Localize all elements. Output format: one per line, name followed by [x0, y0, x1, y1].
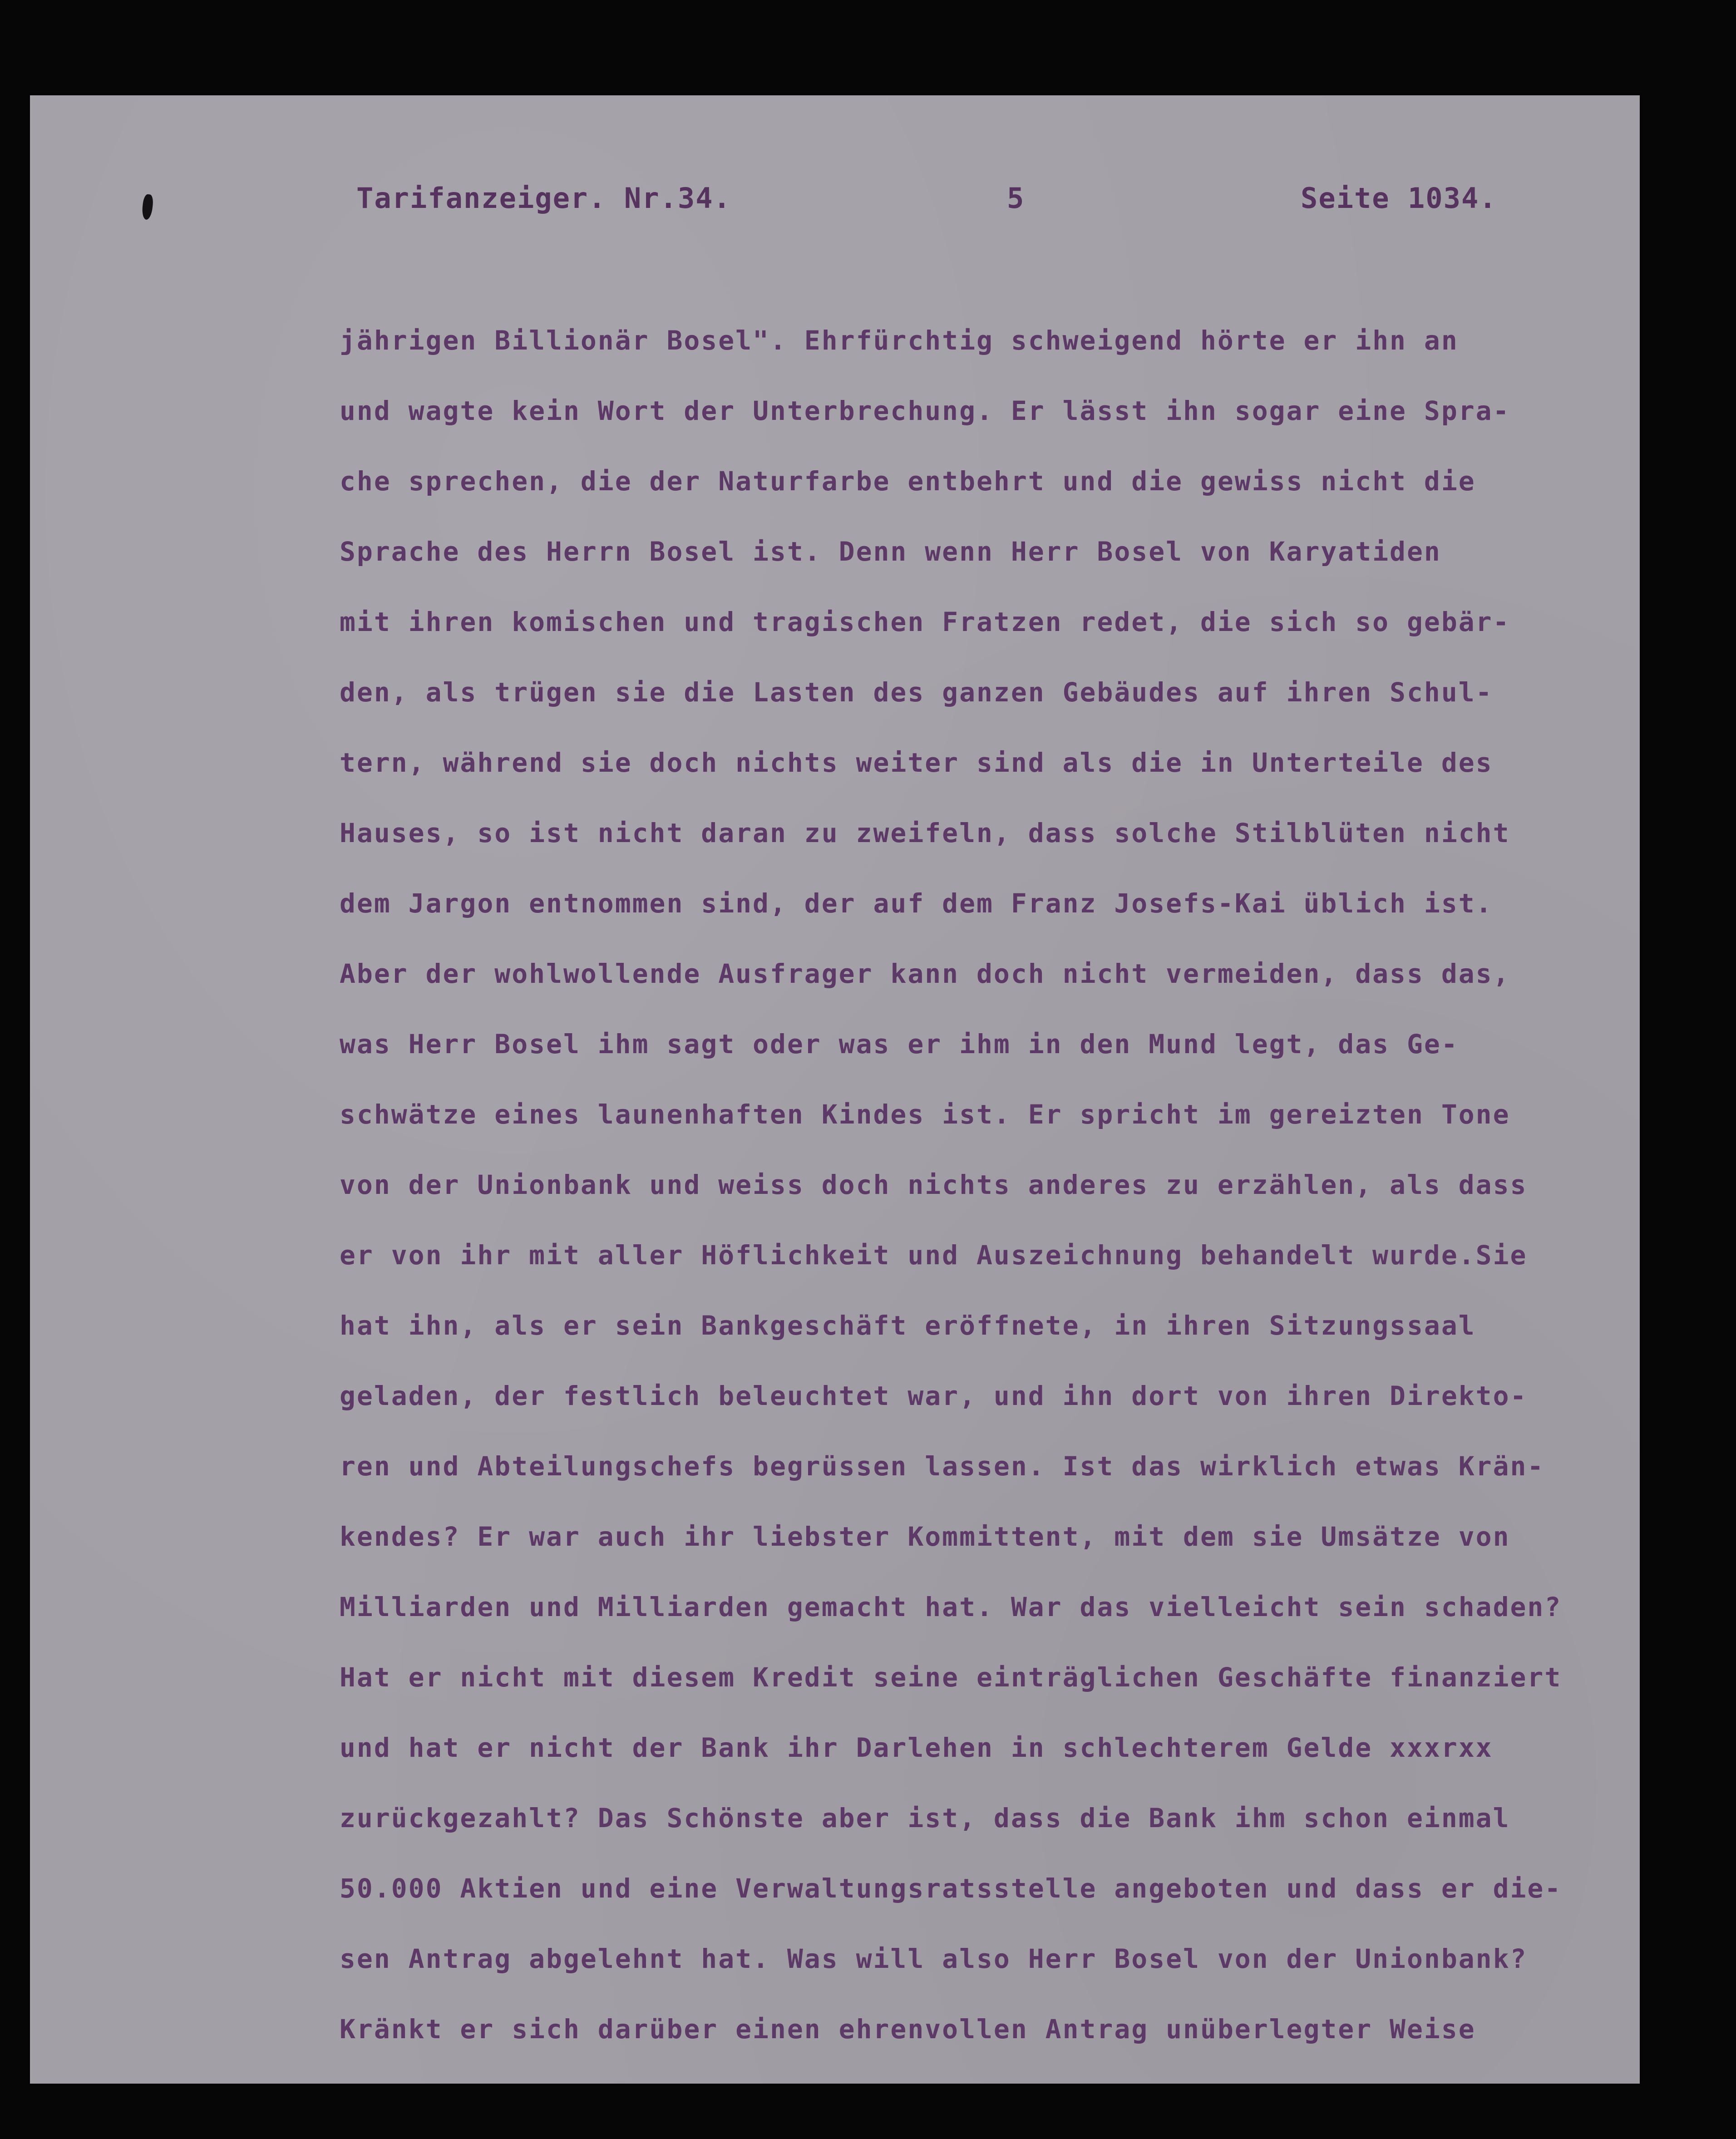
text-line: was Herr Bosel ihm sagt oder was er ihm in den Mund legt, das Ge-: [340, 1029, 1459, 1060]
text-line: Hauses, so ist nicht daran zu zweifeln, dass solche Stilblüten nicht: [340, 818, 1510, 848]
text-line: jährigen Billionär Bosel". Ehrfürchtig schweigend hörte er ihn an: [340, 325, 1459, 356]
text-line: sen Antrag abgelehnt hat. Was will also Herr Bosel von der Unionbank?: [340, 1943, 1528, 1974]
header-page-number: Seite 1034.: [1301, 182, 1497, 215]
text-line: Sprache des Herrn Bosel ist. Denn wenn Herr Bosel von Karyatiden: [340, 536, 1441, 567]
text-line: Milliarden und Milliarden gemacht hat. War das vielleicht sein schaden?: [340, 1592, 1562, 1622]
text-line: geladen, der festlich beleuchtet war, und ihn dort von ihren Direkto-: [340, 1380, 1528, 1411]
text-line: und wagte kein Wort der Unterbrechung. Er lässt ihn sogar eine Spra-: [340, 395, 1510, 426]
header-sheet-number: 5: [1007, 182, 1025, 215]
page-header: [0, 182, 1736, 222]
text-line: kendes? Er war auch ihr liebster Kommittent, mit dem sie Umsätze von: [340, 1521, 1510, 1552]
text-line: zurückgezahlt? Das Schönste aber ist, dass die Bank ihm schon einmal: [340, 1803, 1510, 1833]
text-line: tern, während sie doch nichts weiter sind als die in Unterteile des: [340, 747, 1493, 778]
text-line: schwätze eines launenhaften Kindes ist. Er spricht im gereizten Tone: [340, 1099, 1510, 1130]
text-line: er von ihr mit aller Höflichkeit und Auszeichnung behandelt wurde.Sie: [340, 1240, 1528, 1271]
text-line: mit ihren komischen und tragischen Fratzen redet, die sich so gebär-: [340, 606, 1510, 637]
body-text: [340, 318, 1638, 2077]
text-line: von der Unionbank und weiss doch nichts anderes zu erzählen, als dass: [340, 1169, 1528, 1200]
text-line: Kränkt er sich darüber einen ehrenvollen Antrag unüberlegter Weise: [340, 2014, 1476, 2045]
text-line: den, als trügen sie die Lasten des ganzen Gebäudes auf ihren Schul-: [340, 677, 1493, 708]
text-line: Aber der wohlwollende Ausfrager kann doch nicht vermeiden, dass das,: [340, 958, 1510, 989]
header-publication: Tarifanzeiger. Nr.34.: [356, 182, 731, 215]
text-line: und hat er nicht der Bank ihr Darlehen in schlechterem Gelde xxxrxx: [340, 1732, 1493, 1763]
text-line: ren und Abteilungschefs begrüssen lassen. Ist das wirklich etwas Krän-: [340, 1451, 1545, 1482]
text-line: Hat er nicht mit diesem Kredit seine einträglichen Geschäfte finanziert: [340, 1662, 1562, 1693]
text-line: hat ihn, als er sein Bankgeschäft eröffnete, in ihren Sitzungssaal: [340, 1310, 1476, 1341]
text-line: dem Jargon entnommen sind, der auf dem Franz Josefs-Kai üblich ist.: [340, 888, 1493, 919]
text-line: che sprechen, die der Naturfarbe entbehrt und die gewiss nicht die: [340, 466, 1476, 497]
text-line: 50.000 Aktien und eine Verwaltungsratsstelle angeboten und dass er die-: [340, 1873, 1562, 1904]
